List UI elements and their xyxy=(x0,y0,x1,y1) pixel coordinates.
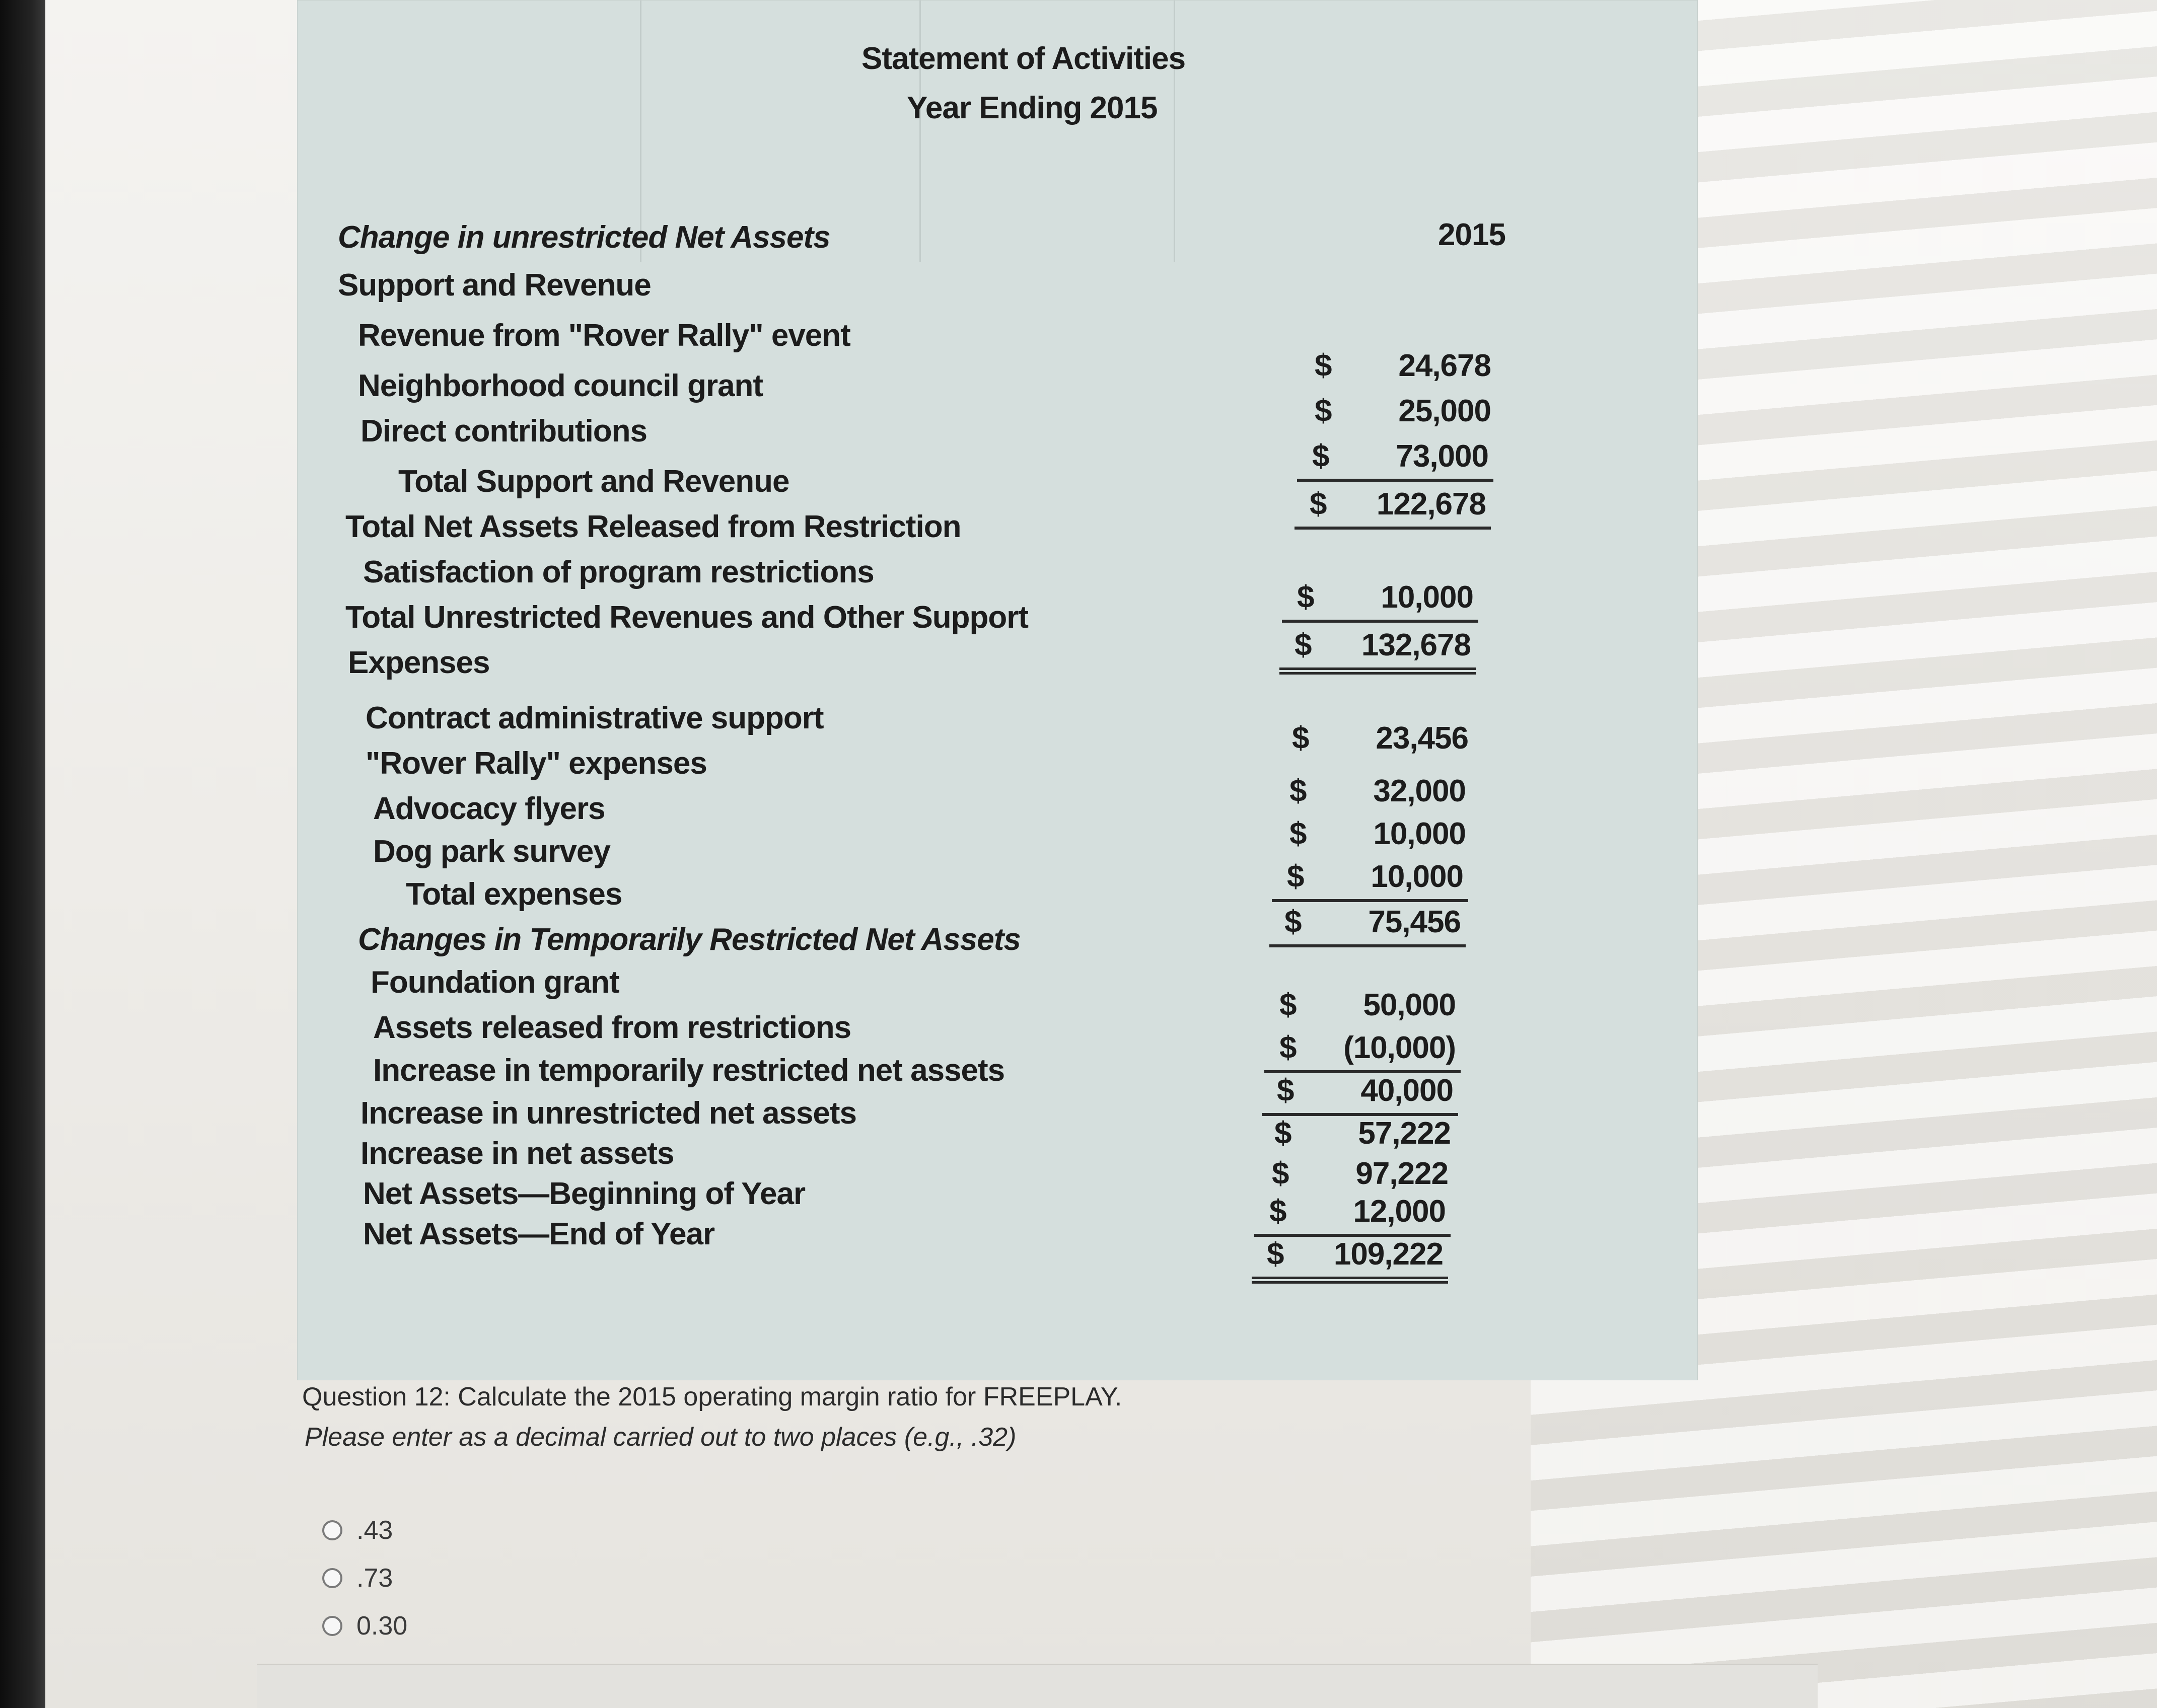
row-label-total-expenses: Total expenses xyxy=(406,877,622,912)
row-label-direct-contributions: Direct contributions xyxy=(361,414,648,449)
row-label-total-unrestricted: Total Unrestricted Revenues and Other Support xyxy=(345,600,1028,635)
row-label-neighborhood-grant: Neighborhood council grant xyxy=(358,368,763,403)
currency-symbol: $ xyxy=(1315,394,1332,428)
currency-symbol: $ xyxy=(1312,439,1329,474)
answer-option-label: .43 xyxy=(356,1516,393,1545)
amount-value: 57,222 xyxy=(1358,1116,1451,1151)
answer-option-1[interactable] xyxy=(322,1513,393,1548)
monitor-bezel xyxy=(0,0,45,1708)
amount-value: 24,678 xyxy=(1398,348,1491,383)
amount-dog-park-survey xyxy=(1272,859,1468,902)
amount-net-assets-end xyxy=(1252,1236,1448,1284)
radio-button[interactable] xyxy=(322,1568,342,1588)
amount-value: 97,222 xyxy=(1355,1156,1448,1191)
amount-advocacy-flyers xyxy=(1274,816,1471,856)
answer-option-label: .73 xyxy=(356,1564,393,1593)
amount-increase-unrestricted xyxy=(1259,1116,1456,1156)
row-label-rover-rally-revenue: Revenue from "Rover Rally" event xyxy=(358,318,850,353)
amount-value: 40,000 xyxy=(1360,1073,1453,1108)
amount-direct-contributions xyxy=(1297,438,1493,482)
row-label-increase-temp-restricted: Increase in temporarily restricted net assets xyxy=(373,1053,1005,1088)
amount-increase-temp-restricted xyxy=(1262,1073,1458,1116)
amount-value: 75,456 xyxy=(1368,905,1461,939)
amount-neighborhood-grant xyxy=(1300,393,1496,433)
row-label-temp-restricted: Changes in Temporarily Restricted Net Assets xyxy=(358,922,1021,957)
currency-symbol: $ xyxy=(1292,721,1309,756)
amount-value: (10,000) xyxy=(1343,1030,1456,1065)
row-label-assets-released: Assets released from restrictions xyxy=(373,1010,851,1045)
row-label-increase-net-assets: Increase in net assets xyxy=(361,1136,674,1171)
screen xyxy=(45,0,2157,1708)
amount-value: 109,222 xyxy=(1333,1237,1443,1272)
statement-subtitle: Year Ending 2015 xyxy=(907,91,1158,125)
currency-symbol: $ xyxy=(1297,580,1314,615)
amount-value: 50,000 xyxy=(1363,988,1456,1022)
amount-value: 132,678 xyxy=(1361,628,1471,662)
amount-net-assets-beginning xyxy=(1254,1194,1451,1237)
row-label-advocacy-flyers: Advocacy flyers xyxy=(373,791,605,826)
row-label-net-assets-end: Net Assets—End of Year xyxy=(363,1217,715,1251)
amount-value: 10,000 xyxy=(1381,580,1473,615)
next-question-area xyxy=(257,1664,1818,1708)
row-label-change-unrestricted: Change in unrestricted Net Assets xyxy=(338,220,830,255)
currency-symbol: $ xyxy=(1267,1237,1284,1272)
amount-value: 23,456 xyxy=(1376,721,1468,756)
amount-total-unrestricted xyxy=(1279,627,1476,675)
year-column-header: 2015 xyxy=(1438,217,1505,252)
amount-increase-net-assets xyxy=(1257,1156,1453,1196)
currency-symbol: $ xyxy=(1289,774,1307,808)
amount-value: 10,000 xyxy=(1371,859,1463,894)
radio-button[interactable] xyxy=(322,1520,342,1540)
row-label-net-assets-beginning: Net Assets—Beginning of Year xyxy=(363,1176,806,1211)
row-label-expenses: Expenses xyxy=(348,645,490,680)
radio-button[interactable] xyxy=(322,1616,342,1636)
row-label-satisfaction-restrictions: Satisfaction of program restrictions xyxy=(363,555,874,589)
amount-value: 25,000 xyxy=(1398,394,1491,428)
row-label-support-revenue: Support and Revenue xyxy=(338,268,651,303)
currency-symbol: $ xyxy=(1284,905,1302,939)
grid-line xyxy=(1174,1,1175,262)
row-label-total-support: Total Support and Revenue xyxy=(398,464,789,499)
currency-symbol: $ xyxy=(1279,988,1297,1022)
amount-value: 32,000 xyxy=(1373,774,1466,808)
amount-foundation-grant xyxy=(1264,987,1461,1027)
statement-of-activities-image xyxy=(297,0,1698,1380)
amount-contract-admin xyxy=(1277,720,1473,761)
statement-title: Statement of Activities xyxy=(861,41,1186,76)
currency-symbol: $ xyxy=(1277,1073,1294,1108)
amount-rover-rally-expenses xyxy=(1274,773,1471,813)
amount-value: 10,000 xyxy=(1373,816,1466,851)
amount-total-expenses xyxy=(1269,904,1466,947)
answer-option-2[interactable] xyxy=(322,1561,393,1596)
amount-assets-released xyxy=(1264,1030,1461,1073)
currency-symbol: $ xyxy=(1287,859,1304,894)
currency-symbol: $ xyxy=(1295,628,1312,662)
currency-symbol: $ xyxy=(1315,348,1332,383)
currency-symbol: $ xyxy=(1274,1116,1291,1151)
row-label-rover-rally-expenses: "Rover Rally" expenses xyxy=(366,746,707,781)
currency-symbol: $ xyxy=(1272,1156,1289,1191)
amount-value: 12,000 xyxy=(1353,1194,1446,1229)
row-label-increase-unrestricted: Increase in unrestricted net assets xyxy=(361,1096,857,1131)
amount-rover-rally-revenue xyxy=(1300,348,1496,388)
currency-symbol: $ xyxy=(1279,1030,1297,1065)
question-instructions: Please enter as a decimal carried out to two places (e.g., .32) xyxy=(305,1423,1017,1452)
question-text: Question 12: Calculate the 2015 operating margin ratio for FREEPLAY. xyxy=(302,1382,1122,1412)
row-label-contract-admin: Contract administrative support xyxy=(366,701,824,735)
amount-value: 122,678 xyxy=(1376,487,1486,522)
answer-option-3[interactable] xyxy=(322,1608,407,1644)
currency-symbol: $ xyxy=(1269,1194,1286,1229)
grid-line xyxy=(919,1,921,262)
row-label-dog-park-survey: Dog park survey xyxy=(373,834,610,869)
answer-option-label: 0.30 xyxy=(356,1611,408,1641)
row-label-released-from-restriction: Total Net Assets Released from Restriction xyxy=(345,509,961,544)
currency-symbol: $ xyxy=(1289,816,1307,851)
amount-satisfaction-restrictions xyxy=(1282,579,1478,623)
row-label-foundation-grant: Foundation grant xyxy=(371,965,619,1000)
amount-value: 73,000 xyxy=(1396,439,1488,474)
currency-symbol: $ xyxy=(1310,487,1327,522)
amount-total-support xyxy=(1295,486,1491,530)
